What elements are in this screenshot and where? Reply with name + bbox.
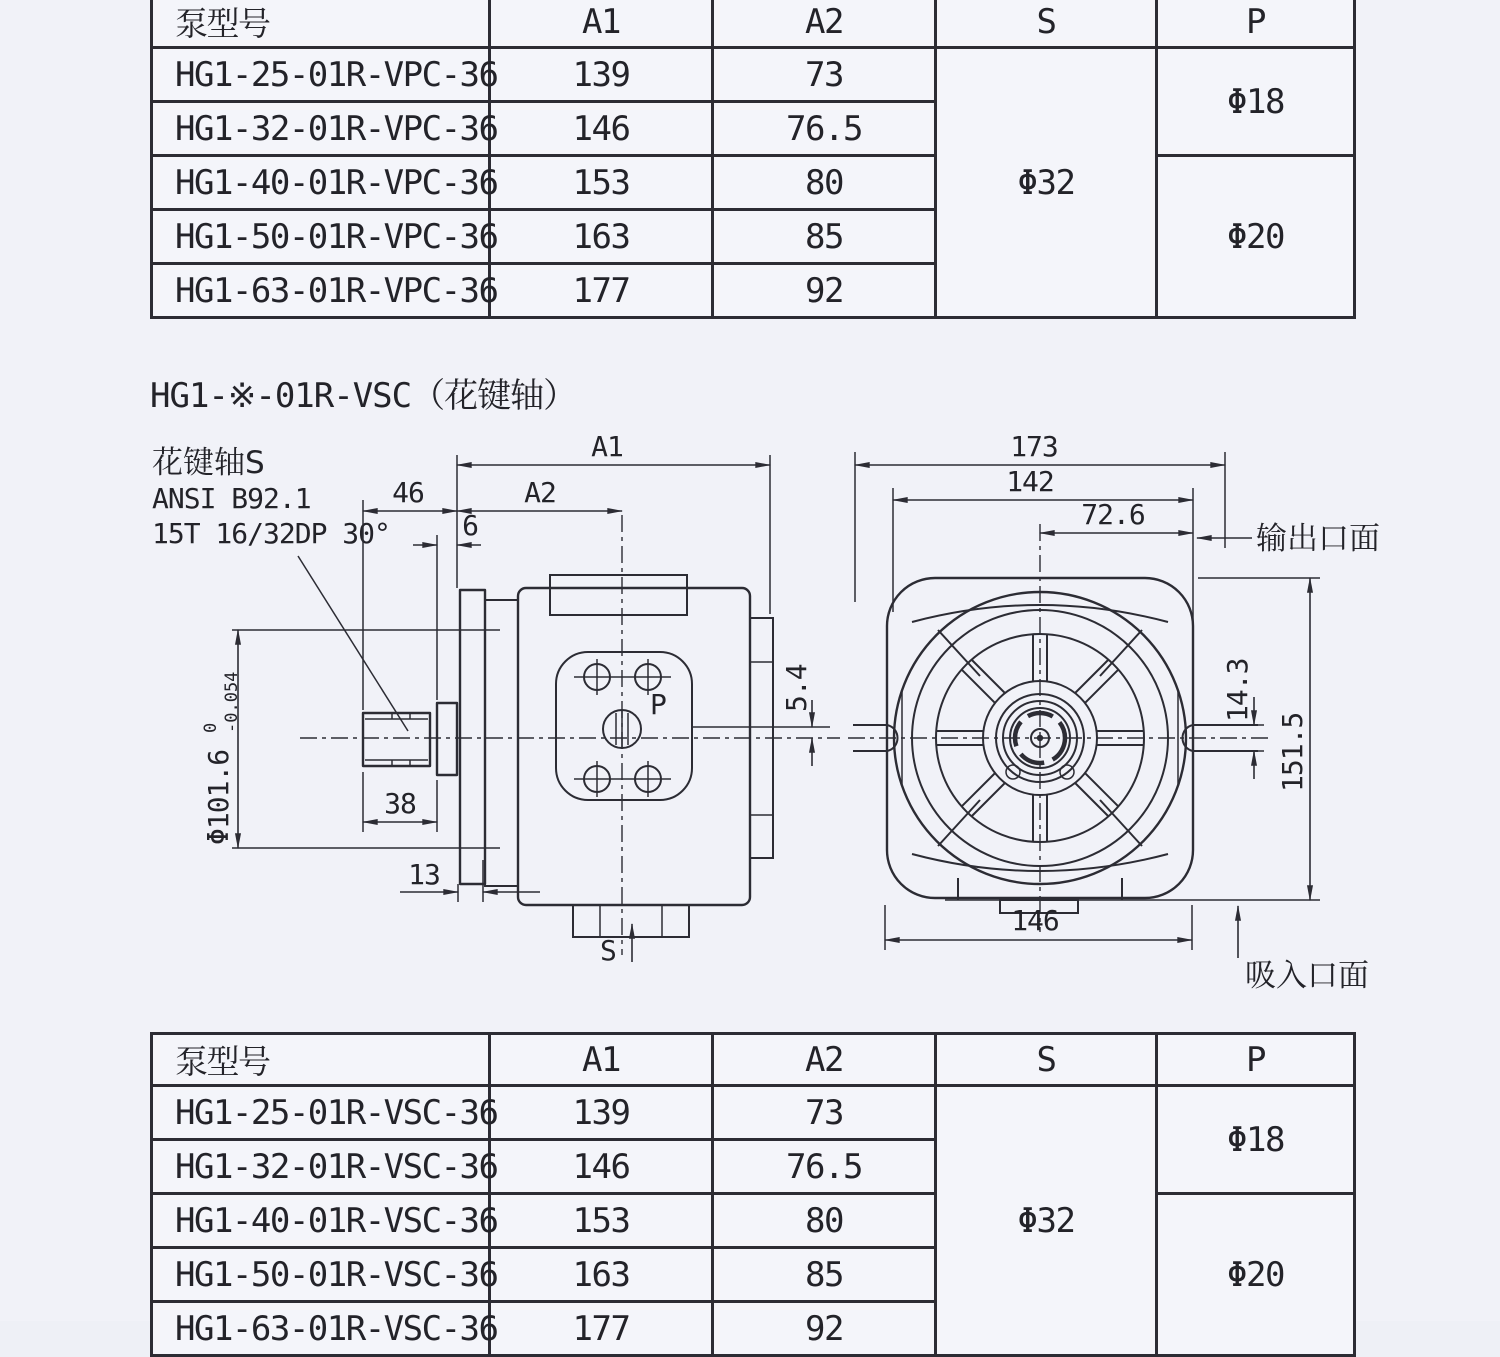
model-cell: HG1-40-01R-VSC-36 <box>152 1194 490 1248</box>
dim-46: 46 <box>392 476 424 509</box>
table-row <box>152 1086 1355 1140</box>
p-cell-top: Φ18 <box>1157 48 1355 156</box>
dim-6: 6 <box>462 509 478 542</box>
table-row <box>152 1194 1355 1248</box>
model-cell: HG1-40-01R-VPC-36 <box>152 156 490 210</box>
svg-text:5.4: 5.4 <box>780 664 813 712</box>
s-cell: Φ32 <box>936 1086 1157 1356</box>
col-header-p: P <box>1157 0 1355 48</box>
dim-a2: A2 <box>524 476 556 509</box>
a1-cell: 163 <box>490 210 713 264</box>
p-cell-top: Φ18 <box>1157 1086 1355 1194</box>
svg-text:0: 0 <box>201 722 221 733</box>
dim-72-6: 72.6 <box>1081 498 1145 531</box>
col-header-a2: A2 <box>713 0 936 48</box>
p-cell-bottom: Φ20 <box>1157 156 1355 318</box>
dim-shaft-pilot-dia <box>201 672 242 845</box>
svg-text:-0.054: -0.054 <box>222 671 242 733</box>
model-cell: HG1-63-01R-VSC-36 <box>152 1302 490 1356</box>
a1-cell: 146 <box>490 1140 713 1194</box>
spline-note-line1: 花键轴S <box>152 445 265 481</box>
dim-14-3 <box>1221 659 1254 722</box>
outlet-face-label: 输出口面 <box>1256 521 1380 557</box>
dim-5-4 <box>780 664 813 712</box>
svg-text:Φ101.6: Φ101.6 <box>202 749 235 845</box>
a2-cell: 76.5 <box>713 102 936 156</box>
dim-146: 146 <box>1011 904 1059 937</box>
section-title: HG1-※-01R-VSC（花键轴） <box>150 376 577 416</box>
col-header-s: S <box>936 0 1157 48</box>
a2-cell: 80 <box>713 156 936 210</box>
col-header-model: 泵型号 <box>152 0 490 48</box>
spline-note-line2: ANSI B92.1 <box>152 482 311 515</box>
a2-cell: 73 <box>713 1086 936 1140</box>
dim-142: 142 <box>1006 465 1054 498</box>
col-header-model: 泵型号 <box>152 1034 490 1086</box>
model-cell: HG1-50-01R-VPC-36 <box>152 210 490 264</box>
spline-note-line3: 15T 16/32DP 30° <box>152 517 390 550</box>
leader-line <box>298 556 408 731</box>
a2-cell: 92 <box>713 264 936 318</box>
vsc-dimension-table <box>150 1032 1356 1357</box>
port-s-label: S <box>600 934 616 967</box>
dim-173: 173 <box>1010 430 1058 463</box>
a2-cell: 76.5 <box>713 1140 936 1194</box>
svg-text:151.5: 151.5 <box>1276 712 1309 792</box>
svg-text:14.3: 14.3 <box>1221 658 1254 722</box>
port-p-label: P <box>650 688 666 721</box>
dim-a1: A1 <box>591 430 623 463</box>
model-cell: HG1-63-01R-VPC-36 <box>152 264 490 318</box>
a1-cell: 139 <box>490 1086 713 1140</box>
a2-cell: 73 <box>713 48 936 102</box>
a2-cell: 80 <box>713 1194 936 1248</box>
a2-cell: 85 <box>713 210 936 264</box>
col-header-a2: A2 <box>713 1034 936 1086</box>
col-header-a1: A1 <box>490 1034 713 1086</box>
model-cell: HG1-50-01R-VSC-36 <box>152 1248 490 1302</box>
a2-cell: 92 <box>713 1302 936 1356</box>
model-cell: HG1-25-01R-VSC-36 <box>152 1086 490 1140</box>
a1-cell: 177 <box>490 264 713 318</box>
p-cell-bottom: Φ20 <box>1157 1194 1355 1356</box>
table-header-row <box>152 1034 1355 1086</box>
a1-cell: 146 <box>490 102 713 156</box>
dim-151-5 <box>1276 713 1309 792</box>
model-cell: HG1-25-01R-VPC-36 <box>152 48 490 102</box>
a2-cell: 85 <box>713 1248 936 1302</box>
a1-cell: 153 <box>490 1194 713 1248</box>
a1-cell: 139 <box>490 48 713 102</box>
a1-cell: 153 <box>490 156 713 210</box>
s-cell: Φ32 <box>936 48 1157 318</box>
front-view-drawing <box>848 430 1380 994</box>
model-cell: HG1-32-01R-VSC-36 <box>152 1140 490 1194</box>
dim-38: 38 <box>384 787 416 820</box>
col-header-p: P <box>1157 1034 1355 1086</box>
a1-cell: 177 <box>490 1302 713 1356</box>
col-header-a1: A1 <box>490 0 713 48</box>
inlet-face-label: 吸入口面 <box>1245 958 1369 994</box>
a1-cell: 163 <box>490 1248 713 1302</box>
col-header-s: S <box>936 1034 1157 1086</box>
model-cell: HG1-32-01R-VPC-36 <box>152 102 490 156</box>
dim-13: 13 <box>408 858 440 891</box>
side-view-drawing <box>152 430 840 967</box>
